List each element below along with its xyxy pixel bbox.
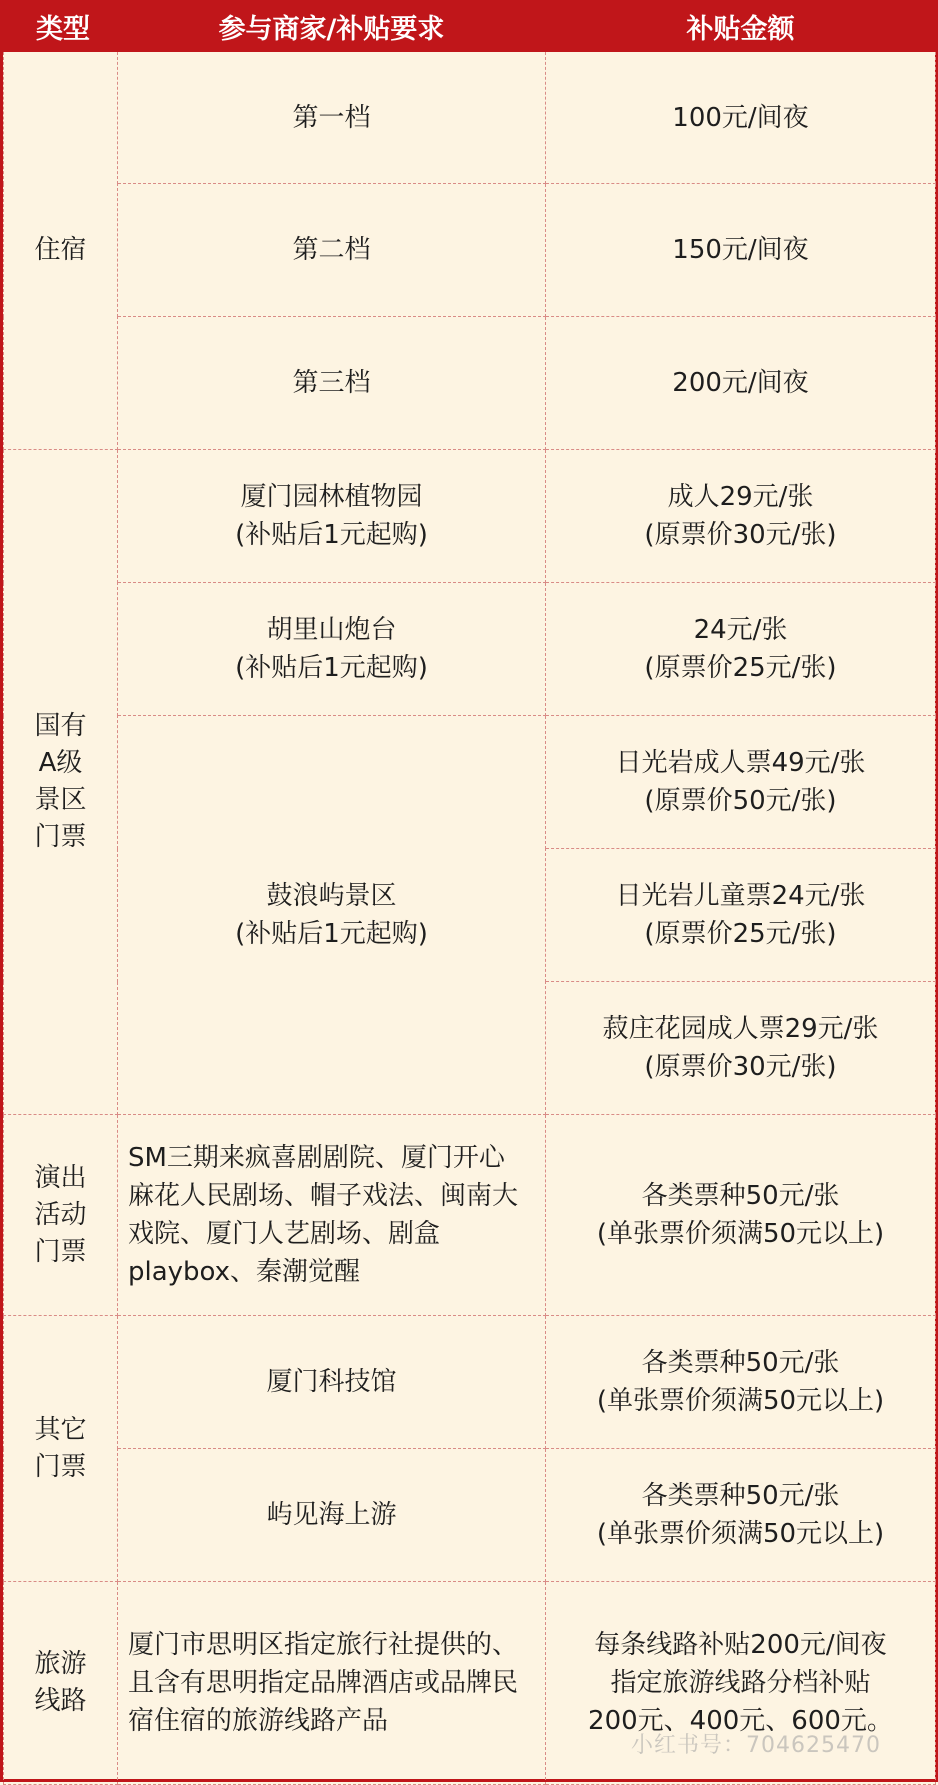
type-lodging: 住宿 [4, 52, 118, 450]
type-tour [4, 1582, 118, 1785]
amount-line: 200元、400元、600元。 [588, 1706, 893, 1736]
merchant-line: playbox、秦潮觉醒 [128, 1257, 361, 1287]
amount-line: 每条线路补贴200元/间夜 [594, 1630, 887, 1660]
amount-value: 各类票种50元/张 [641, 1348, 840, 1378]
table-row [4, 450, 936, 583]
lodging-tier-amount: 200元/间夜 [546, 317, 936, 450]
merchant-cell [118, 716, 546, 1115]
merchant-line: 且含有思明指定品牌酒店或品牌民 [128, 1668, 519, 1698]
merchant-cell [118, 1582, 546, 1785]
type-line: 景区 [34, 785, 87, 815]
table-row [4, 184, 936, 317]
amount-cell [546, 716, 936, 849]
type-line: 活动 [34, 1199, 87, 1230]
original-price: (原票价50元/张) [644, 786, 837, 816]
type-scenic [4, 450, 118, 1115]
amount-value: 菽庄花园成人票29元/张 [602, 1014, 879, 1044]
merchant-note: (补贴后1元起购) [235, 919, 428, 949]
table-row [4, 1316, 936, 1449]
type-line: 门票 [34, 1236, 87, 1267]
table-row [4, 317, 936, 450]
subsidy-table [3, 0, 936, 1785]
amount-cell [546, 1316, 936, 1449]
amount-condition: (单张票价须满50元以上) [596, 1519, 885, 1549]
type-line: 门票 [34, 822, 87, 852]
table-row [4, 1449, 936, 1582]
amount-cell [546, 583, 936, 716]
type-line: 国有 [34, 711, 87, 741]
merchant-cell [118, 450, 546, 583]
lodging-tier-amount: 150元/间夜 [546, 184, 936, 317]
merchant-name: 厦门科技馆 [118, 1316, 546, 1449]
merchant-note: (补贴后1元起购) [235, 520, 428, 550]
amount-cell [546, 849, 936, 982]
header-amount: 补贴金额 [546, 1, 936, 52]
merchant-name: 胡里山炮台 [266, 615, 397, 645]
type-line: 线路 [34, 1686, 87, 1716]
type-line: 门票 [34, 1451, 87, 1482]
watermark: 小红书号：704625470 [631, 1733, 881, 1758]
merchant-name: 鼓浪屿景区 [266, 881, 397, 911]
merchant-line: SM三期来疯喜剧剧院、厦门开心 [128, 1143, 505, 1173]
table-row [4, 583, 936, 716]
merchant-name: 厦门园林植物园 [240, 482, 423, 512]
amount-condition: (单张票价须满50元以上) [596, 1386, 885, 1416]
original-price: (原票价25元/张) [644, 919, 837, 949]
amount-cell [546, 982, 936, 1115]
lodging-tier-name: 第一档 [118, 52, 546, 184]
merchant-cell [118, 583, 546, 716]
table-row [4, 716, 936, 849]
original-price: (原票价30元/张) [644, 520, 837, 550]
amount-value: 日光岩儿童票24元/张 [615, 881, 866, 911]
amount-value: 日光岩成人票49元/张 [615, 748, 866, 778]
header-type: 类型 [4, 1, 118, 52]
amount-value: 成人29元/张 [667, 482, 814, 512]
original-price: (原票价25元/张) [644, 653, 837, 683]
amount-line: 指定旅游线路分档补贴 [610, 1668, 871, 1698]
type-line: 其它 [34, 1414, 87, 1445]
amount-condition: (单张票价须满50元以上) [596, 1219, 885, 1249]
type-line: A级 [38, 748, 83, 778]
amount-cell [546, 1115, 936, 1316]
merchant-note: (补贴后1元起购) [235, 653, 428, 683]
table-row [4, 1115, 936, 1316]
merchant-line: 厦门市思明区指定旅行社提供的、 [128, 1630, 519, 1660]
amount-cell [546, 450, 936, 583]
merchant-line: 麻花人民剧场、帽子戏法、闽南大 [128, 1181, 519, 1211]
amount-value: 各类票种50元/张 [641, 1181, 840, 1211]
lodging-tier-name: 第二档 [118, 184, 546, 317]
header-merchant: 参与商家/补贴要求 [118, 1, 546, 52]
merchant-cell [118, 1115, 546, 1316]
amount-cell [546, 1449, 936, 1582]
lodging-tier-name: 第三档 [118, 317, 546, 450]
type-other [4, 1316, 118, 1582]
table-row [4, 52, 936, 184]
type-shows [4, 1115, 118, 1316]
merchant-line: 戏院、厦门人艺剧场、剧盒 [128, 1219, 441, 1249]
original-price: (原票价30元/张) [644, 1052, 837, 1082]
merchant-name: 屿见海上游 [118, 1449, 546, 1582]
amount-value: 24元/张 [693, 615, 788, 645]
amount-value: 各类票种50元/张 [641, 1481, 840, 1511]
type-line: 旅游 [34, 1649, 87, 1679]
header-row [4, 1, 936, 52]
lodging-tier-amount: 100元/间夜 [546, 52, 936, 184]
type-line: 演出 [34, 1162, 87, 1193]
merchant-line: 宿住宿的旅游线路产品 [128, 1706, 389, 1736]
